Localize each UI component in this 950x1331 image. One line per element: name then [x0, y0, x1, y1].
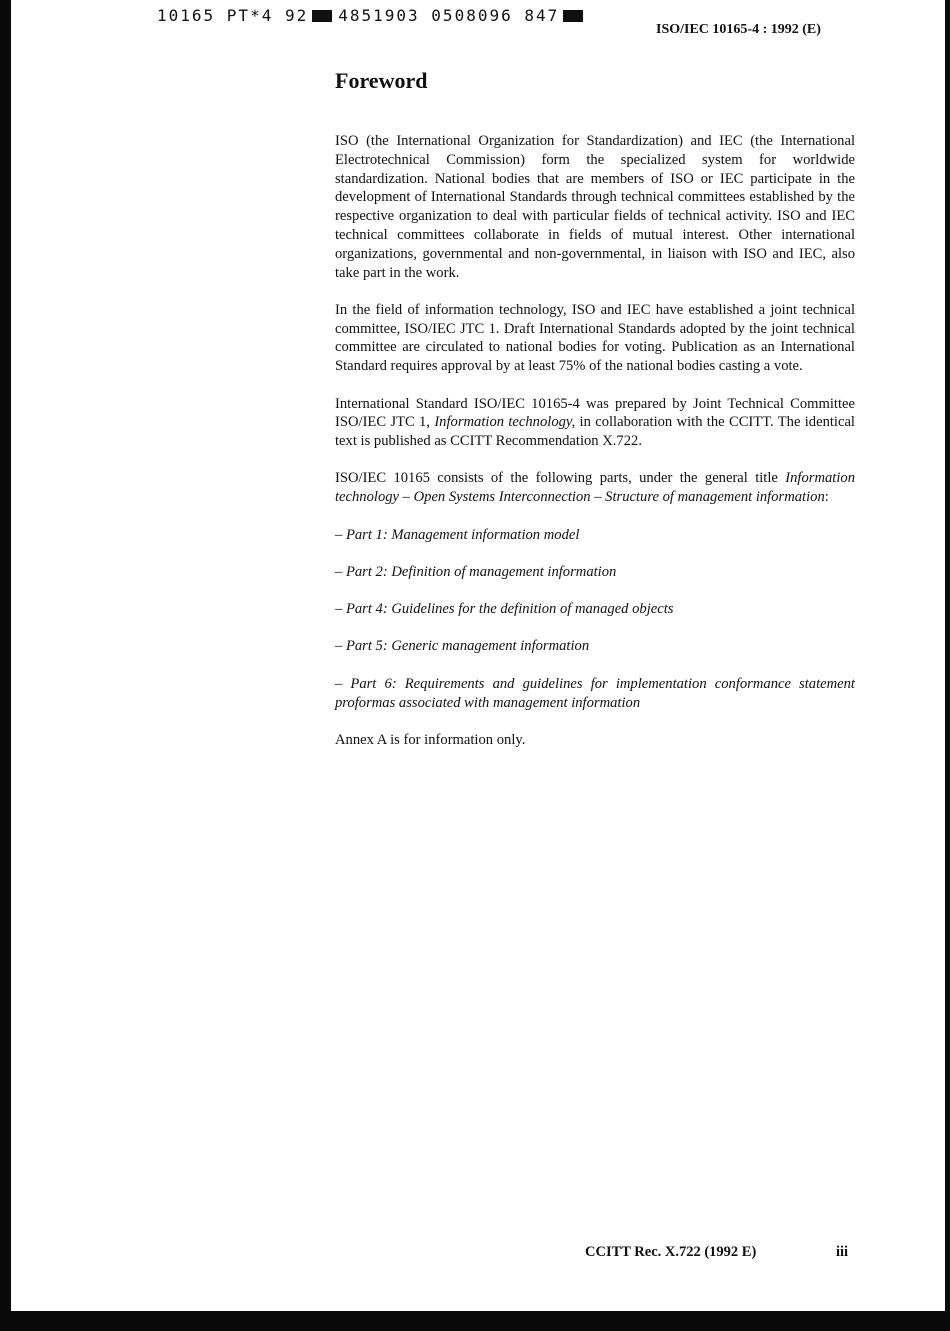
- scan-edge-right: [945, 0, 950, 1331]
- part-list-item: [335, 526, 855, 545]
- paragraph-3: [335, 395, 855, 451]
- paragraph-1: ISO (the International Organization for Standardization) and IEC (the International Electrotechnical Commission) form the specialized system for worldwide standardization. National bodies that are members of ISO or IEC participate in the development of International Standards through technical committees established by the respective organization to deal with particular fields of technical activity. ISO and IEC technical committees collaborate in fields of mutual interest. Other international organizations, governmental and non-governmental, in liaison with ISO and IEC, also take part in the work.: [335, 133, 855, 281]
- scan-block-mark: [312, 10, 332, 22]
- page-title: Foreword: [335, 68, 428, 93]
- part-label: – Part 1: Management information model: [335, 526, 580, 543]
- scan-barcode-text: [157, 6, 589, 25]
- foreword-body: [335, 132, 855, 750]
- part-list-item: [335, 675, 855, 713]
- paragraph-3-italic: Information technology,: [434, 414, 576, 431]
- paragraph-4: [335, 469, 855, 507]
- footer-page-number: iii: [836, 1244, 849, 1260]
- part-label: – Part 4: Guidelines for the definition of managed objects: [335, 601, 674, 618]
- paragraph-3-text-a: International Standard ISO/IEC 10165-4 was prepared by Joint Technical Committee ISO/IEC JTC 1,: [335, 395, 855, 431]
- scan-block-mark: [563, 10, 583, 22]
- part-list-item: [335, 563, 855, 582]
- scan-code-b: 4851903 0508096 847: [338, 6, 560, 25]
- part-label: – Part 5: Generic management information: [335, 638, 590, 655]
- scan-code-a: 10165 PT*4 92: [157, 6, 309, 25]
- part-list-item: [335, 600, 855, 619]
- scan-edge-bottom: [0, 1311, 950, 1331]
- scan-edge-left: [0, 0, 11, 1331]
- paragraph-2: In the field of information technology, ISO and IEC have established a joint technical committee, ISO/IEC JTC 1. Draft International Standards adopted by the joint technical committee are circulated to national bodies for voting. Publication as an International Standard requires approval by at least 75% of the national bodies casting a vote.: [335, 301, 855, 375]
- part-label: – Part 2: Definition of management information: [335, 563, 617, 580]
- paragraph-4-text-a: ISO/IEC 10165 consists of the following parts, under the general title: [335, 470, 786, 487]
- part-list-item: [335, 637, 855, 656]
- paragraph-4-italic: Information technology – Open Systems Interconnection – Structure of management information: [335, 470, 855, 506]
- paragraph-4-text-c: :: [824, 489, 829, 506]
- part-label: – Part 6: Requirements and guidelines for implementation conformance statement proformas associated with management information: [335, 675, 855, 711]
- paragraph-3-text-c: in collaboration with the CCITT. The identical text is published as CCITT Recommendation X.722.: [335, 414, 855, 450]
- annex-note: Annex A is for information only.: [335, 731, 526, 748]
- document-id: ISO/IEC 10165-4 : 1992 (E): [656, 22, 821, 37]
- footer-recommendation: CCITT Rec. X.722 (1992 E): [585, 1244, 757, 1260]
